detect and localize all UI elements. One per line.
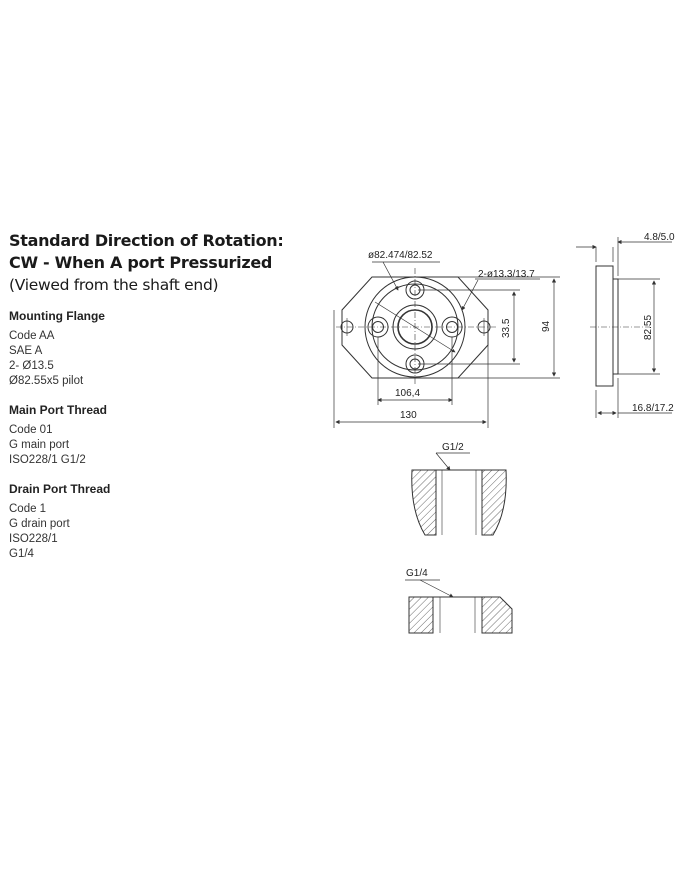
section-title: Drain Port Thread [9, 482, 111, 496]
drain-port-right-hatch [482, 597, 512, 633]
side-pilot [613, 279, 618, 374]
dim-main-thread: G1/2 [442, 442, 464, 453]
dim-side-depth: 16.8/17.2 [632, 403, 674, 414]
drain-port-left-hatch [409, 597, 433, 633]
spec-line: ISO228/1 [9, 533, 58, 545]
dim-width: 130 [400, 410, 417, 421]
dim-hole-span: 106,4 [395, 388, 421, 399]
dim-bolt-holes: 2-ø13.3/13.7 [478, 269, 535, 280]
spec-line: Code AA [9, 330, 55, 342]
spec-line: Code 01 [9, 424, 53, 436]
dim-height: 94 [541, 320, 552, 332]
spec-line: G main port [9, 439, 70, 451]
flange-front-view [336, 268, 498, 386]
spec-line: Code 1 [9, 503, 47, 515]
title-line-1: Standard Direction of Rotation: [9, 231, 284, 250]
main-port-section [412, 453, 506, 535]
dim-drain-thread: G1/4 [406, 568, 428, 579]
section-title: Mounting Flange [9, 309, 105, 323]
dim-flange-thickness: 4.8/5.0 [644, 232, 675, 243]
subtitle: (Viewed from the shaft end) [9, 276, 219, 294]
spec-line: 2- Ø13.5 [9, 360, 54, 372]
side-flange [596, 266, 613, 386]
drain-port-section [405, 580, 512, 633]
main-port-left-hatch [412, 470, 436, 535]
main-port-right-hatch [482, 470, 506, 535]
spec-line: Ø82.55x5 pilot [9, 375, 84, 387]
title-line-2: CW - When A port Pressurized [9, 253, 273, 272]
dim-pilot-side: 82.55 [643, 314, 654, 340]
flange-side-view [576, 237, 672, 418]
dim-pilot-diameter: ø82.474/82.52 [368, 250, 433, 261]
spec-line: G drain port [9, 518, 70, 530]
spec-line: ISO228/1 G1/2 [9, 454, 86, 466]
spec-line: G1/4 [9, 548, 34, 560]
section-title: Main Port Thread [9, 403, 108, 417]
dim-port-offset: 33.5 [501, 318, 512, 338]
spec-line: SAE A [9, 345, 43, 357]
